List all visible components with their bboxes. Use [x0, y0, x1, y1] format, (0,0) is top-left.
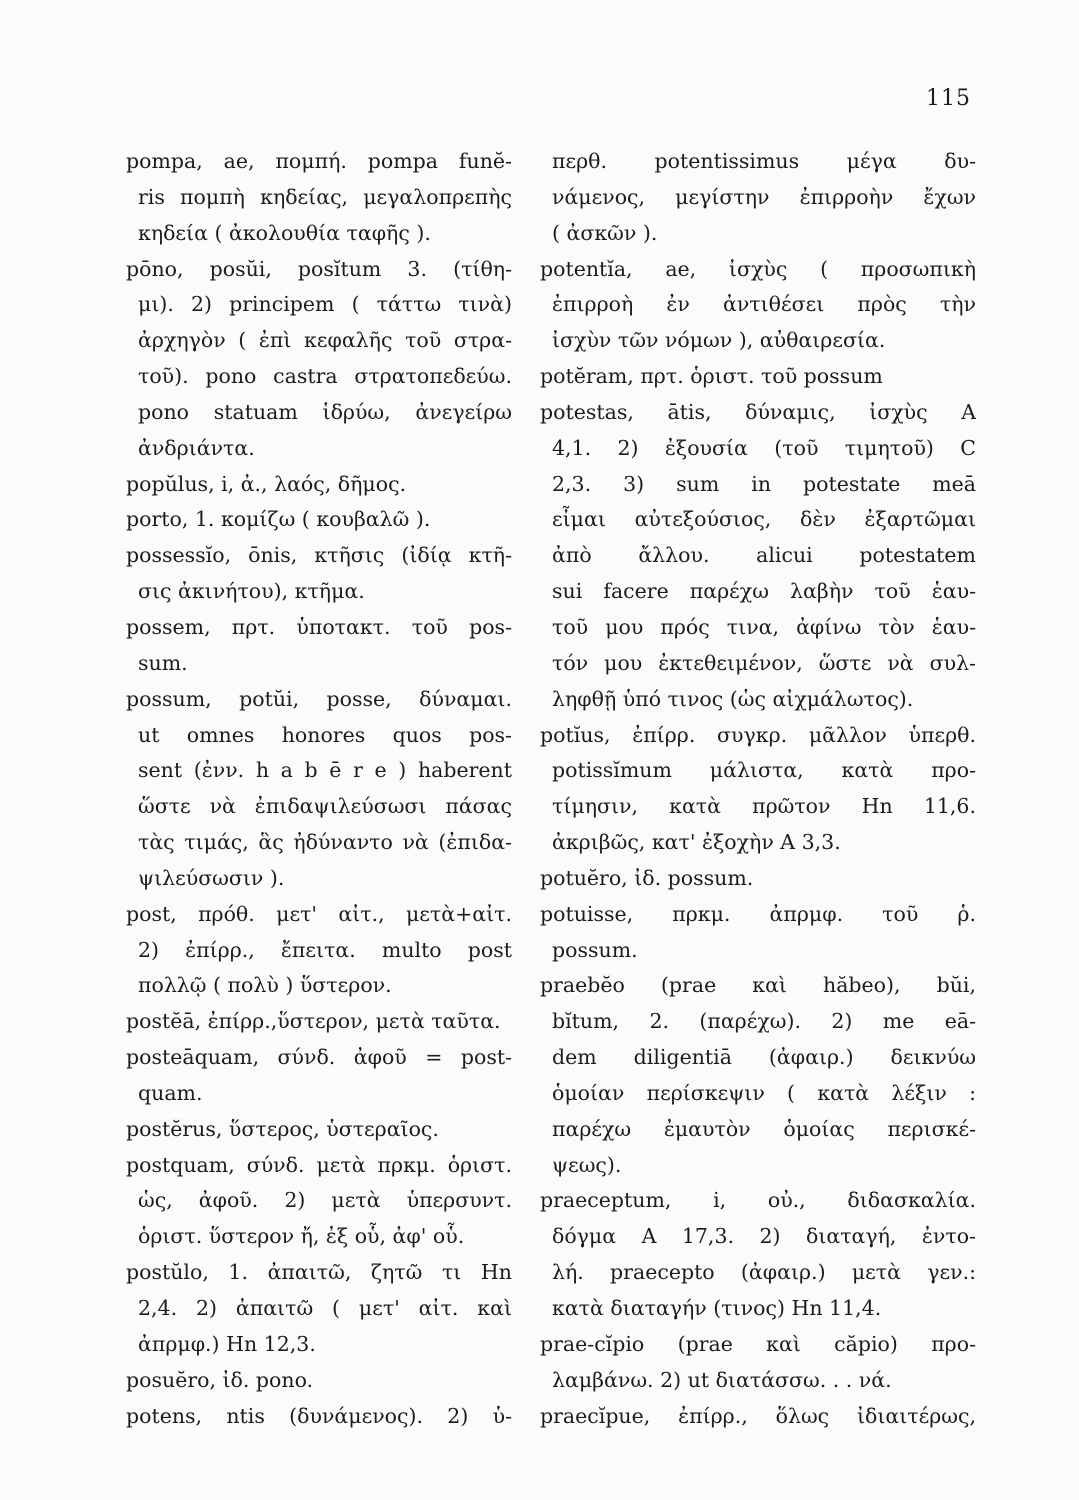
entry-line: ληφθῇ ὑπό τινος (ὡς αἰχμάλωτος).	[552, 686, 914, 711]
entry-line: sent (ἐνν. h a b ē r e ) haberent	[138, 758, 512, 783]
entry-line: περθ. potentissimus μέγα δυ-	[552, 149, 976, 173]
entry-headline: prae-cĭpio (prae καὶ căpio) προ-	[540, 1331, 976, 1356]
dictionary-entry	[540, 144, 976, 252]
dictionary-entry	[126, 682, 512, 897]
entry-line: κηδεία ( ἀκολουθία ταφῆς ).	[138, 220, 431, 245]
dictionary-entry	[126, 897, 512, 1005]
entry-line: 2,4. 2) ἀπαιτῶ ( μετ' αἰτ. καὶ	[138, 1296, 512, 1320]
entry-headline: potestas, ātis, δύναμις, ἰσχὺς A	[540, 399, 976, 424]
entry-line: σις ἀκινήτου), κτῆμα.	[138, 579, 365, 604]
entry-headline: praecĭpue, ἐπίρρ., ὅλως ἰδιαιτέρως,	[540, 1403, 976, 1428]
dictionary-entry	[540, 968, 976, 1183]
dictionary-entry	[126, 538, 512, 610]
dictionary-entry	[126, 1148, 512, 1256]
dictionary-entry	[126, 1112, 512, 1148]
entry-line: ὡς, ἀφοῦ. 2) μετὰ ὑπερσυντ.	[138, 1188, 512, 1213]
dictionary-entry	[126, 1040, 512, 1112]
entry-headline: possessĭo, ōnis, κτῆσις (ἰδίᾳ κτῆ-	[126, 543, 512, 568]
entry-headline: postquam, σύνδ. μετὰ πρκμ. ὁριστ.	[126, 1152, 512, 1177]
right-column	[540, 144, 976, 1434]
entry-headline: postĕrus, ὕστερος, ὑστεραῖος.	[126, 1116, 439, 1141]
dictionary-entry	[126, 502, 512, 538]
entry-line: quam.	[138, 1080, 203, 1105]
entry-headline: possem, πρτ. ὑποτακτ. τοῦ pos-	[126, 614, 512, 639]
dictionary-entry	[540, 1399, 976, 1435]
entry-line: ἰσχὺν τῶν νόμων ), αὐθαιρεσία.	[552, 328, 886, 353]
dictionary-entry	[540, 395, 976, 718]
dictionary-entry	[126, 252, 512, 467]
entry-line: εἶμαι αὐτεξούσιος, δὲν ἐξαρτῶμαι	[552, 507, 976, 532]
dictionary-entry	[126, 1399, 512, 1435]
entry-headline: posteāquam, σύνδ. ἀφοῦ = post-	[126, 1045, 512, 1070]
entry-line: possum.	[552, 937, 638, 962]
entry-line: μι). 2) principem ( τάττω τινὰ)	[138, 292, 512, 317]
entry-headline: potĭus, ἐπίρρ. συγκρ. μᾶλλον ὑπερθ.	[540, 722, 976, 747]
dictionary-entry	[126, 1255, 512, 1363]
entry-line: sui facere παρέχω λαβὴν τοῦ ἑαυ-	[552, 579, 976, 604]
entry-line: sum.	[138, 650, 188, 675]
entry-line: potissĭmum μάλιστα, κατὰ προ-	[552, 758, 976, 783]
entry-line: ὥστε νὰ ἐπιδαψιλεύσωσι πάσας	[138, 794, 512, 819]
entry-line: τόν μου ἐκτεθειμένον, ὥστε νὰ συλ-	[552, 650, 976, 675]
dictionary-entry	[540, 252, 976, 360]
entry-line: 4,1. 2) ἐξουσία (τοῦ τιμητοῦ) C	[552, 435, 976, 460]
dictionary-entry	[540, 359, 976, 395]
entry-headline: pompa, ae, πομπή. pompa funĕ-	[126, 149, 512, 173]
page-number: 115	[926, 86, 971, 111]
dictionary-entry	[126, 467, 512, 503]
entry-line: ἀπρμφ.) Hn 12,3.	[138, 1331, 316, 1356]
dictionary-entry	[540, 897, 976, 969]
entry-line: pono statuam ἱδρύω, ἀνεγείρω	[138, 399, 512, 424]
entry-headline: potuisse, πρκμ. ἀπρμφ. τοῦ ῥ.	[540, 901, 976, 926]
entry-line: ἐπιρροὴ ἐν ἀντιθέσει πρὸς τὴν	[552, 292, 976, 317]
entry-headline: postŭlo, 1. ἀπαιτῶ, ζητῶ τι Hn	[126, 1260, 512, 1285]
entry-line: bĭtum, 2. (παρέχω). 2) me eā-	[552, 1009, 976, 1034]
entry-line: ψεως).	[552, 1152, 622, 1177]
entry-line: ἀνδριάντα.	[138, 435, 255, 460]
dictionary-entry	[540, 861, 976, 897]
entry-headline: praebĕo (prae καὶ hăbeo), bŭi,	[540, 973, 976, 998]
dictionary-entry	[126, 144, 512, 252]
entry-headline: porto, 1. κομίζω ( κουβαλῶ ).	[126, 507, 431, 532]
entry-line: λαμβάνω. 2) ut διατάσσω. . . νά.	[552, 1367, 892, 1392]
entry-headline: postĕā, ἐπίρρ.,ὕστερον, μετὰ ταῦτα.	[126, 1009, 501, 1034]
entry-line: ut omnes honores quos pos-	[138, 722, 512, 747]
entry-line: ( ἀσκῶν ).	[552, 220, 658, 245]
entry-line: πολλῷ ( πολὺ ) ὕστερον.	[138, 973, 392, 998]
entry-headline: potĕram, πρτ. ὁριστ. τοῦ possum	[540, 364, 883, 389]
entry-line: νάμενος, μεγίστην ἐπιρροὴν ἔχων	[552, 184, 976, 209]
entry-line: ὁμοίαν περίσκεψιν ( κατὰ λέξιν :	[552, 1080, 976, 1105]
entry-headline: posuĕro, ἰδ. pono.	[126, 1367, 314, 1392]
entry-headline: praeceptum, i, οὐ., διδασκαλία.	[540, 1188, 976, 1213]
entry-line: dem diligentiā (ἀφαιρ.) δεικνύω	[552, 1045, 976, 1070]
entry-line: 2,3. 3) sum in potestate meā	[552, 471, 976, 496]
entry-line: ris πομπὴ κηδείας, μεγαλοπρεπὴς	[138, 184, 512, 209]
left-column	[126, 144, 512, 1434]
entry-line: ἀπὸ ἄλλου. alicui potestatem	[552, 543, 976, 568]
entry-line: ὁριστ. ὕστερον ἤ, ἐξ οὗ, ἀφ' οὗ.	[138, 1224, 465, 1249]
entry-line: τοῦ μου πρός τινα, ἀφίνω τὸν ἑαυ-	[552, 614, 976, 639]
entry-line: δόγμα A 17,3. 2) διαταγή, ἐντο-	[552, 1224, 976, 1249]
entry-line: ἀρχηγὸν ( ἐπὶ κεφαλῆς τοῦ στρα-	[138, 328, 512, 353]
entry-line: ψιλεύσωσιν ).	[138, 865, 285, 890]
dictionary-entry	[540, 1327, 976, 1399]
dictionary-entry	[126, 610, 512, 682]
dictionary-entry	[540, 718, 976, 861]
entry-headline: potentĭa, ae, ἰσχὺς ( προσωπικὴ	[540, 256, 976, 281]
dictionary-entry	[540, 1183, 976, 1326]
entry-line: κατὰ διαταγήν (τινος) Hn 11,4.	[552, 1296, 882, 1320]
entry-line: παρέχω ἐμαυτὸν ὁμοίας περισκέ-	[552, 1116, 976, 1141]
entry-line: λή. praecepto (ἀφαιρ.) μετὰ γεν.:	[552, 1260, 976, 1285]
entry-headline: potuĕro, ἰδ. possum.	[540, 865, 754, 890]
entry-line: τίμησιν, κατὰ πρῶτον Hn 11,6.	[552, 794, 976, 819]
entry-headline: post, πρόθ. μετ' αἰτ., μετὰ+αἰτ.	[126, 901, 512, 926]
entry-headline: pōno, posŭi, posĭtum 3. (τίθη-	[126, 256, 512, 281]
entry-line: τὰς τιμάς, ἃς ἠδύναντο νὰ (ἐπιδα-	[138, 830, 512, 855]
entry-line: τοῦ). pono castra στρατοπεδεύω.	[138, 364, 512, 389]
entry-line: 2) ἐπίρρ., ἔπειτα. multo post	[138, 937, 512, 962]
entry-headline: possum, potŭi, posse, δύναμαι.	[126, 686, 512, 711]
dictionary-entry	[126, 1363, 512, 1399]
dictionary-entry	[126, 1004, 512, 1040]
entry-headline: potens, ntis (δυνάμενος). 2) ὑ-	[126, 1403, 512, 1428]
entry-headline: popŭlus, i, ἀ., λαός, δῆμος.	[126, 471, 407, 496]
entry-line: ἀκριβῶς, κατ' ἐξοχὴν A 3,3.	[552, 830, 841, 855]
